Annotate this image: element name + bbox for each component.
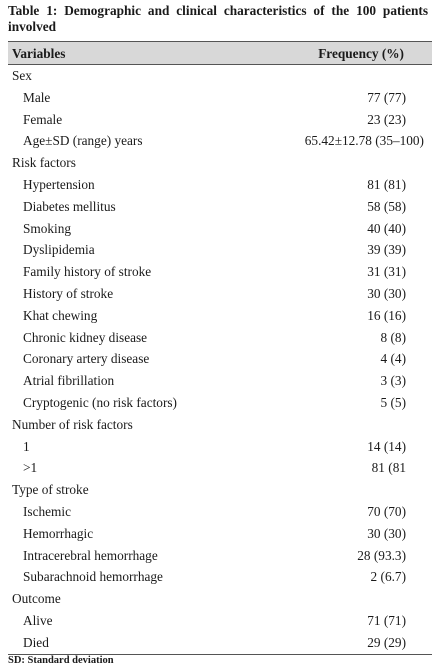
- row-label: >1: [23, 460, 38, 476]
- row-value: 3 (3): [380, 373, 406, 389]
- column-header-variables: Variables: [12, 46, 66, 61]
- row-label: Outcome: [12, 591, 61, 607]
- table-row: [8, 457, 432, 479]
- row-label: Diabetes mellitus: [23, 198, 116, 214]
- table-row: [8, 545, 432, 567]
- row-label: Intracerebral hemorrhage: [23, 547, 158, 563]
- row-value: 31 (31): [367, 264, 406, 280]
- table-row: [8, 174, 432, 196]
- row-label: Age±SD (range) years: [23, 133, 143, 149]
- row-label: Risk factors: [12, 155, 76, 171]
- row-value: 77 (77): [367, 89, 406, 105]
- row-value: 14 (14): [367, 438, 406, 454]
- row-label: Smoking: [23, 220, 72, 236]
- table-row: [8, 632, 432, 654]
- row-label: Ischemic: [23, 503, 71, 519]
- table-body: [8, 65, 432, 654]
- row-value: 4 (4): [380, 351, 406, 367]
- row-label: Dyslipidemia: [23, 242, 95, 258]
- table-row: [8, 566, 432, 588]
- row-value: 29 (29): [367, 634, 406, 650]
- table-row: [8, 327, 432, 349]
- table-category-row: [8, 588, 432, 610]
- row-label: Sex: [12, 68, 32, 83]
- table-footnote: SD: Standard deviation: [8, 655, 114, 666]
- row-label: Type of stroke: [12, 482, 89, 498]
- row-label: Cryptogenic (no risk factors): [23, 394, 177, 410]
- row-label: Chronic kidney disease: [23, 329, 148, 345]
- table-row: [8, 523, 432, 545]
- row-label: Alive: [23, 612, 53, 628]
- row-label: Hemorrhagic: [23, 525, 94, 541]
- row-label: Hypertension: [23, 176, 95, 192]
- row-value: 40 (40): [367, 220, 406, 236]
- column-header-frequency: Frequency (%): [318, 46, 404, 61]
- table-row: [8, 87, 432, 109]
- row-value: 28 (93.3): [357, 547, 406, 563]
- table-row: [8, 283, 432, 305]
- row-value: 65.42±12.78 (35–100): [304, 133, 424, 149]
- table-category-row: [8, 152, 432, 174]
- row-label: Family history of stroke: [23, 264, 152, 280]
- row-label: Khat chewing: [23, 307, 98, 323]
- row-value: 23 (23): [367, 111, 406, 127]
- row-value: 58 (58): [367, 198, 406, 214]
- table-row: [8, 305, 432, 327]
- row-label: History of stroke: [23, 285, 114, 301]
- table-row: [8, 261, 432, 283]
- table-category-row: [8, 479, 432, 501]
- row-value: 8 (8): [380, 329, 406, 345]
- row-label: Number of risk factors: [12, 416, 133, 432]
- table-row: [8, 239, 432, 261]
- row-label: 1: [23, 438, 30, 454]
- row-value: 2 (6.7): [370, 569, 406, 585]
- row-value: 16 (16): [367, 307, 406, 323]
- table-row: [8, 196, 432, 218]
- row-value: 39 (39): [367, 242, 406, 258]
- row-label: Female: [23, 111, 63, 127]
- table-row: [8, 130, 432, 152]
- table-category-row: [8, 65, 432, 87]
- row-value: 30 (30): [367, 525, 406, 541]
- row-value: 5 (5): [380, 394, 406, 410]
- row-value: 81 (81): [367, 176, 406, 192]
- row-value: 30 (30): [367, 285, 406, 301]
- table-header: [8, 41, 432, 65]
- table-row: [8, 370, 432, 392]
- row-value: 81 (81: [371, 460, 406, 476]
- table-row: [8, 348, 432, 370]
- table-row: [8, 610, 432, 632]
- row-value: 70 (70): [367, 503, 406, 519]
- table-row: [8, 218, 432, 240]
- table-row: [8, 392, 432, 414]
- table-category-row: [8, 414, 432, 436]
- row-label: Atrial fibrillation: [23, 373, 115, 389]
- table-row: [8, 501, 432, 523]
- row-label: Coronary artery disease: [23, 351, 150, 367]
- table-row: [8, 109, 432, 131]
- row-label: Died: [23, 634, 49, 650]
- row-value: 71 (71): [367, 612, 406, 628]
- row-label: Subarachnoid hemorrhage: [23, 569, 163, 585]
- row-label: Male: [23, 89, 51, 105]
- table-caption: Table 1: Demographic and clinical characteristics of the 100 patients involved: [8, 3, 428, 34]
- table-row: [8, 436, 432, 458]
